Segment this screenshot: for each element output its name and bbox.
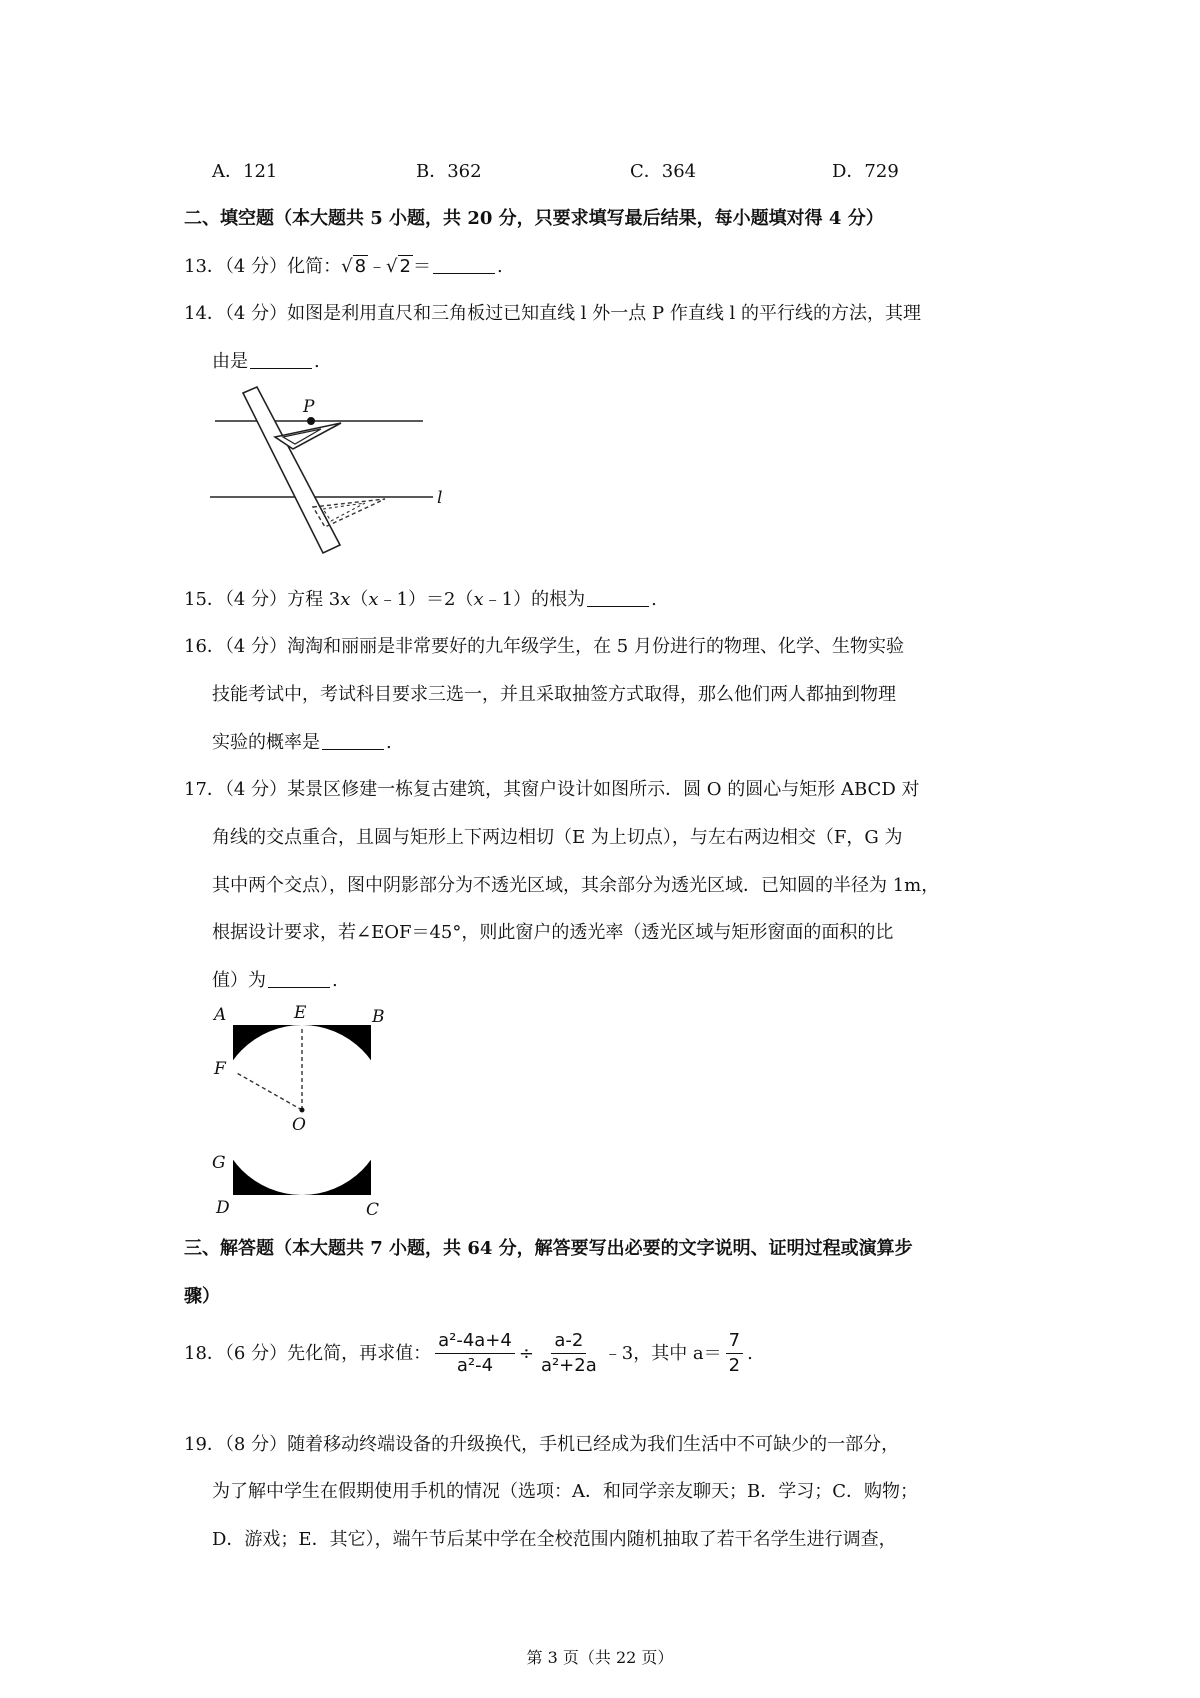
label-d: D: [216, 1198, 230, 1218]
question-16-line-1: 16．（4 分）淘淘和丽丽是非常要好的九年级学生，在 5 月份进行的物理、化学、生物实验: [184, 636, 904, 657]
question-16-line-3: 实验的概率是 .: [212, 732, 392, 753]
q16-answer-blank: [322, 733, 384, 750]
q13-end: .: [496, 256, 503, 277]
sqrt-8: √ 8: [341, 256, 367, 277]
option-b: B．362: [416, 161, 482, 182]
label-a: A: [214, 1005, 227, 1025]
fraction-1: $\frac{\text{a²-4a+4}}{\text{a²-4}}$: [435, 1330, 515, 1377]
q13-answer-blank: [433, 257, 495, 274]
q17-answer-blank: [268, 971, 330, 988]
fraction-2: $\frac{a-2}{\text{a²+2a}}$: [540, 1330, 597, 1376]
question-19-line-3: D．游戏；E．其它），端午节后某中学在全校范围内随机抽取了若干名学生进行调查，: [212, 1529, 897, 1550]
question-13: [184, 255, 503, 279]
label-e: E: [294, 1003, 307, 1023]
label-g: G: [212, 1153, 226, 1173]
label-c: C: [366, 1200, 380, 1218]
question-19-line-1: 19．（8 分）随着移动终端设备的升级换代，手机已经成为我们生活中不可缺少的一部分，: [184, 1434, 900, 1455]
question-17-line-1: 17．（4 分）某景区修建一栋复古建筑，其窗户设计如图所示．圆 O 的圆心与矩形 ABCD 对: [184, 779, 920, 800]
ruler-triangle-figure: [205, 385, 455, 560]
ruler: [243, 387, 340, 553]
point-p: [307, 417, 315, 425]
question-19-line-2: 为了解中学生在假期使用手机的情况（选项：A．和同学亲友聊天；B．学习；C．购物；: [212, 1481, 918, 1502]
option-c: C．364: [630, 161, 697, 182]
label-p: P: [303, 397, 315, 417]
q15-answer-blank: [587, 590, 649, 607]
question-14-line-2: 由是 .: [212, 351, 320, 372]
window-figure: [208, 1000, 398, 1218]
label-b: B: [372, 1007, 385, 1027]
page-footer: 第 3 页（共 22 页）: [526, 1648, 674, 1667]
question-17-line-2: 角线的交点重合，且圆与矩形上下两边相切（E 为上切点），与左右两边相交（F，G 为: [212, 827, 903, 848]
q14-answer-blank: [250, 352, 312, 369]
question-17-line-3: 其中两个交点），图中阴影部分为不透光区域，其余部分为透光区域．已知圆的半径为 1m，: [212, 875, 940, 896]
q13-prefix: 13．（4 分）化简：: [184, 256, 342, 277]
center-o: [300, 1108, 305, 1113]
section-3-title-line-1: 三、解答题（本大题共 7 小题，共 64 分，解答要写出必要的文字说明、证明过程或演算步: [184, 1238, 913, 1259]
sqrt-2: √ 2: [386, 256, 411, 277]
question-17-line-5: 值）为 .: [212, 970, 338, 991]
question-18: 18．（6 分）先化简，再求值： $\frac{\text{a²-4a+4}}{\text{a²-4}}$ ÷ $\frac{a-2}{\text{a²+2a}}$ ﹣3，其中 a＝ $\frac{7}{2}$ .: [184, 1330, 753, 1376]
question-15: 15．（4 分）方程 3x（x﹣1）＝2（x﹣1）的根为 .: [184, 589, 657, 610]
label-o: O: [292, 1115, 306, 1135]
q13-minus: ﹣: [368, 256, 387, 277]
option-d: D．729: [832, 161, 899, 182]
label-l: l: [437, 488, 443, 508]
label-f: F: [214, 1059, 226, 1079]
section-2-title: 二、填空题（本大题共 5 小题，共 20 分，只要求填写最后结果，每小题填对得 4 分）: [184, 208, 884, 229]
question-16-line-2: 技能考试中，考试科目要求三选一，并且采取抽签方式取得，那么他们两人都抽到物理: [212, 684, 896, 705]
question-14-line-1: 14．（4 分）如图是利用直尺和三角板过已知直线 l 外一点 P 作直线 l 的平行线的方法，其理: [184, 303, 922, 324]
fraction-3: $\frac{7}{2}$: [726, 1330, 743, 1377]
question-17-line-4: 根据设计要求，若∠EOF＝45°，则此窗户的透光率（透光区域与矩形窗面的面积的比: [212, 922, 894, 943]
option-a: A．121: [212, 161, 278, 182]
q13-eq: ＝: [412, 256, 431, 277]
section-3-title-line-2: 骤）: [184, 1286, 220, 1307]
